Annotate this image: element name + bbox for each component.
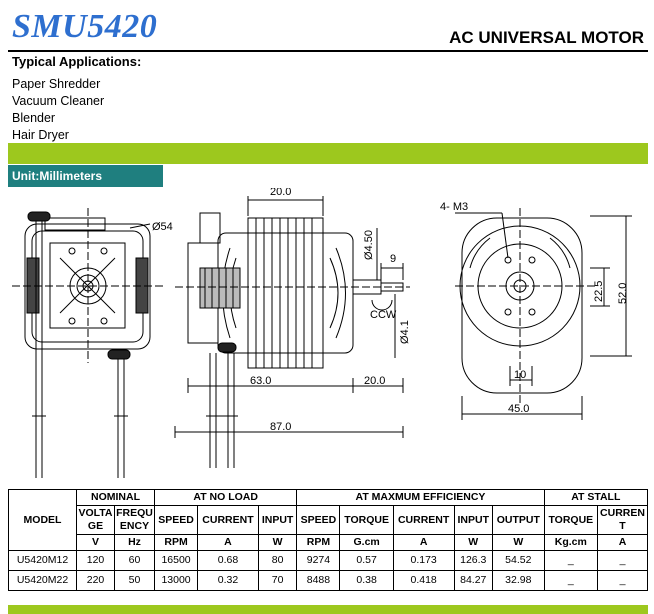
- spec-table: [8, 489, 648, 591]
- unit-cell: G.cm: [340, 535, 393, 551]
- group-stall: AT STALL: [544, 490, 647, 506]
- table-header-row: [9, 506, 648, 535]
- dim-h-520: 52.0: [617, 282, 629, 304]
- product-type: AC UNIVERSAL MOTOR: [449, 28, 644, 47]
- application-item: Vacuum Cleaner: [12, 94, 105, 108]
- group-no-load: AT NO LOAD: [155, 490, 297, 506]
- dim-len-87: 87.0: [270, 421, 292, 433]
- label-ccw: CCW: [370, 309, 397, 321]
- application-item: Blender: [12, 111, 56, 125]
- data-cell: 120: [77, 551, 115, 571]
- group-nominal: NOMINAL: [77, 490, 155, 506]
- data-cell: 13000: [155, 571, 198, 591]
- data-cell: 8488: [297, 571, 340, 591]
- footer-bar: [8, 605, 648, 614]
- col-me-input: INPUT: [454, 506, 493, 535]
- col-nl-current: CURRENT: [198, 506, 259, 535]
- col-st-torque: TORQUE: [544, 506, 597, 535]
- unit-cell: A: [598, 535, 648, 551]
- header-divider: [8, 50, 648, 52]
- data-cell: 9274: [297, 551, 340, 571]
- col-frequency: FREQU ENCY: [115, 506, 155, 535]
- col-nl-input: INPUT: [258, 506, 297, 535]
- unit-cell: W: [493, 535, 545, 551]
- data-cell: 80: [258, 551, 297, 571]
- unit-label: Unit:Millimeters: [8, 165, 163, 187]
- data-cell: 84.27: [454, 571, 493, 591]
- unit-cell: RPM: [155, 535, 198, 551]
- applications-list: [12, 76, 104, 144]
- col-nl-speed: SPEED: [155, 506, 198, 535]
- data-cell: 50: [115, 571, 155, 591]
- table-row: [9, 571, 648, 591]
- model-cell: U5420M12: [9, 551, 77, 571]
- application-item: Hair Dryer: [12, 128, 69, 142]
- unit-cell: A: [198, 535, 259, 551]
- data-cell: _: [598, 551, 648, 571]
- col-me-torque: TORQUE: [340, 506, 393, 535]
- dim-dia-450: Ø4.50: [363, 230, 375, 260]
- col-me-current: CURRENT: [393, 506, 454, 535]
- section-bar: [8, 143, 648, 164]
- data-cell: _: [598, 571, 648, 591]
- unit-cell: A: [393, 535, 454, 551]
- data-cell: 70: [258, 571, 297, 591]
- dim-9: 9: [390, 253, 397, 265]
- data-cell: 126.3: [454, 551, 493, 571]
- dim-width-20-top: 20.0: [270, 188, 292, 198]
- unit-cell: RPM: [297, 535, 340, 551]
- unit-cell: Kg.cm: [544, 535, 597, 551]
- dim-len-63: 63.0: [250, 375, 272, 387]
- dim-w-10: 10: [514, 369, 527, 381]
- data-cell: _: [544, 551, 597, 571]
- data-cell: 16500: [155, 551, 198, 571]
- data-cell: 220: [77, 571, 115, 591]
- model-cell: U5420M22: [9, 571, 77, 591]
- unit-cell: W: [258, 535, 297, 551]
- data-cell: 0.57: [340, 551, 393, 571]
- data-cell: 0.32: [198, 571, 259, 591]
- applications-title: Typical Applications:: [12, 54, 142, 69]
- model-title: SMU5420: [12, 8, 158, 45]
- data-cell: 0.173: [393, 551, 454, 571]
- data-cell: _: [544, 571, 597, 591]
- unit-cell: Hz: [115, 535, 155, 551]
- table-unit-row: [9, 535, 648, 551]
- data-cell: 32.98: [493, 571, 545, 591]
- table-row: [9, 551, 648, 571]
- data-cell: 0.38: [340, 571, 393, 591]
- dim-w-45: 45.0: [508, 403, 530, 415]
- dim-len-20: 20.0: [364, 375, 386, 387]
- table-group-row: [9, 490, 648, 506]
- application-item: Paper Shredder: [12, 77, 101, 91]
- col-me-output: OUTPUT: [493, 506, 545, 535]
- data-cell: 0.68: [198, 551, 259, 571]
- unit-cell: V: [77, 535, 115, 551]
- data-cell: 60: [115, 551, 155, 571]
- dim-dia-41: Ø4.1: [399, 320, 411, 344]
- model-header: MODEL: [9, 490, 77, 551]
- unit-cell: W: [454, 535, 493, 551]
- col-st-current: CURREN T: [598, 506, 648, 535]
- col-voltage: VOLTA GE: [77, 506, 115, 535]
- motor-drawing: [0, 188, 654, 486]
- data-cell: 54.52: [493, 551, 545, 571]
- dim-holes-m3: 4- M3: [440, 201, 469, 213]
- data-cell: 0.418: [393, 571, 454, 591]
- group-max-efficiency: AT MAXMUM EFFICIENCY: [297, 490, 544, 506]
- dim-h-225: 22.5: [593, 280, 605, 302]
- back-view: [455, 208, 632, 420]
- dim-dia-54: Ø54: [152, 221, 173, 233]
- front-view: [12, 208, 165, 478]
- col-me-speed: SPEED: [297, 506, 340, 535]
